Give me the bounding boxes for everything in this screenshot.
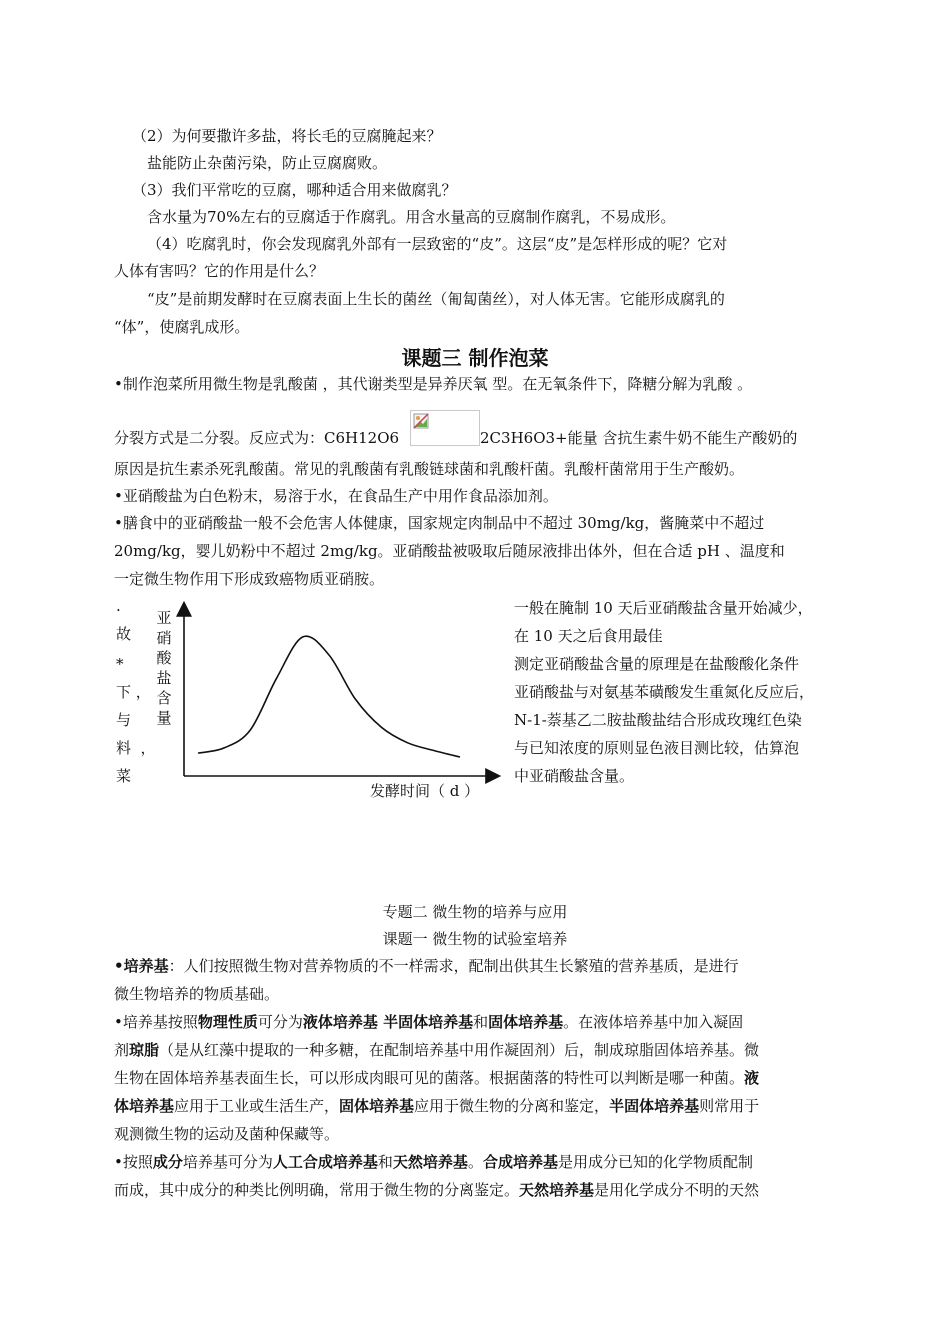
side-char: 故 [116,625,132,643]
physical-classification-line4 [114,1096,838,1116]
bold-term: 固体培养基 [488,1013,564,1031]
text: 和 [473,1013,489,1031]
pickle-para-5-line3: 一定微生物作用下形成致癌物质亚硝胺。 [114,570,385,588]
text: 应用于微生物的分离和鉴定， [414,1097,610,1115]
text: •按照 [114,1153,153,1171]
pickle-para-5-line1: •膳食中的亚硝酸盐一般不会危害人体健康，国家规定肉制品中不超过 30mg/kg，酱腌菜中不超过 [114,514,765,532]
composition-classification-line1 [114,1152,838,1172]
medium-def-line1: •培养基：人们按照微生物对营养物质的不一样需求，配制出供其生长繁殖的营养基质，是进行 [114,957,739,975]
figure-note-line: 中亚硝酸盐含量。 [514,767,635,785]
nitrite-curve [198,636,460,757]
bold-term: 半固体培养基 [609,1097,700,1115]
side-char: 下 ， [116,683,151,701]
figure-note-line: 在 10 天之后食用最佳 [514,627,663,645]
text: 而成，其中成分的种类比例明确，常用于微生物的分离鉴定。 [114,1181,520,1199]
lesson-title: 课题三 制作泡菜 [401,346,549,370]
bold-term: 人工合成培养基 [272,1153,378,1171]
text: 可分为 [257,1013,303,1031]
figure-note-line: 与已知浓度的原则显色液目测比较，估算泡 [514,739,800,757]
bold-term: 天然培养基 [519,1181,595,1199]
pickle-para-3: 原因是抗生素杀死乳酸菌。常见的乳酸菌有乳酸链球菌和乳酸杆菌。乳酸杆菌常用于生产酸奶。 [114,460,745,478]
text: （是从红藻中提取的一种多糖，在配制培养基中用作凝固剂）后，制成琼脂固体培养基。微 [159,1041,760,1059]
y-label-char: 酸 [156,649,172,667]
question-3: （3）我们平常吃的豆腐，哪种适合用来做腐乳？ [132,181,457,199]
y-label-char: 硝 [156,629,172,647]
side-char: 与 [116,711,132,729]
question-4-line2: 人体有害吗？它的作用是什么？ [114,262,325,280]
answer-2: 盐能防止杂菌污染，防止豆腐腐败。 [147,154,388,172]
physical-classification-line1 [114,1012,838,1032]
text: 应用于工业或生活生产， [174,1097,340,1115]
text: 是用化学成分不明的天然 [594,1181,760,1199]
physical-classification-line2 [114,1040,838,1060]
bold-term: 液 [744,1069,760,1087]
figure-note-line: 一般在腌制 10 天后亚硝酸盐含量开始减少， [514,599,813,617]
bold-term: 液体培养基 半固体培养基 [302,1013,474,1031]
answer-4-line2: “体”，使腐乳成形。 [114,318,250,336]
question-2: （2）为何要撒许多盐，将长毛的豆腐腌起来？ [132,127,442,145]
pickle-para-1: •制作泡菜所用微生物是乳酸菌 ，其代谢类型是异养厌氧 型。在无氧条件下，降糖分解为乳酸 。 [114,375,753,393]
topic-heading: 专题二 微生物的培养与应用 [382,903,568,921]
figure-note-line: 亚硝酸盐与对氨基苯磺酸发生重氮化反应后， [514,683,815,701]
y-label-char: 量 [156,709,172,727]
chart-x-label: 发酵时间（ d ） [370,782,480,800]
pickle-para-2a: 分裂方式是二分裂。反应式为：C6H12O6 [114,429,400,447]
medium-term: 培养基 [123,957,169,975]
text: 培养基可分为 [182,1153,273,1171]
bold-term: 固体培养基 [339,1097,415,1115]
bold-term: 物理性质 [197,1013,258,1031]
bold-term: 合成培养基 [482,1153,558,1171]
medium-def-line2: 微生物培养的物质基础。 [114,985,280,1003]
text: 生物在固体培养基表面生长，可以形成肉眼可见的菌落。根据菌落的特性可以判断是哪一种菌。 [114,1069,745,1087]
physical-classification-line5: 观测微生物的运动及菌种保藏等。 [114,1125,340,1143]
bold-term: 成分 [152,1153,183,1171]
question-4-line1: （4）吃腐乳时，你会发现腐乳外部有一层致密的“皮”。这层“皮”是怎样形成的呢？它对 [147,235,728,253]
text: 则常用于 [699,1097,760,1115]
pickle-para-4: •亚硝酸盐为白色粉末，易溶于水，在食品生产中用作食品添加剂。 [114,487,558,505]
side-char: 菜 [116,767,132,785]
y-label-char: 含 [156,689,172,707]
bold-term: 琼脂 [129,1041,160,1059]
side-char: 料 ， [116,739,156,757]
text: 。在液体培养基中加入凝固 [563,1013,744,1031]
text: 是用成分已知的化学物质配制 [557,1153,753,1171]
text: •培养基按照 [114,1013,198,1031]
nitrite-chart [170,596,510,786]
lesson-heading: 课题一 微生物的试验室培养 [382,930,568,948]
bold-term: 体培养基 [114,1097,175,1115]
medium-def-text: ：人们按照微生物对营养物质的不一样需求，配制出供其生长繁殖的营养基质，是进行 [168,957,739,975]
figure-note-line: 测定亚硝酸盐含量的原理是在盐酸酸化条件 [514,655,800,673]
y-label-char: 盐 [156,669,172,687]
text: 剂 [114,1041,130,1059]
figure-note-line: N-1-萘基乙二胺盐酸盐结合形成玫瑰红色染 [514,711,802,729]
physical-classification-line3 [114,1068,838,1088]
text: 和 [377,1153,393,1171]
pickle-para-5-line2: 20mg/kg，婴儿奶粉中不超过 2mg/kg。亚硝酸盐被吸取后随尿液排出体外，但在合适 pH 、温度和 [114,542,785,560]
answer-3: 含水量为70%左右的豆腐适于作腐乳。用含水量高的豆腐制作腐乳，不易成形。 [147,208,676,226]
composition-classification-line2 [114,1180,838,1200]
text: 。 [467,1153,483,1171]
side-char: . [116,597,121,615]
answer-4-line1: “皮”是前期发酵时在豆腐表面上生长的菌丝（匍匐菌丝），对人体无害。它能形成腐乳的 [147,290,725,308]
broken-image-icon [413,413,429,429]
y-label-char: 亚 [156,609,172,627]
bold-term: 天然培养基 [392,1153,468,1171]
side-char: * [116,655,124,673]
pickle-para-2b: 2C3H6O3+能量 含抗生素牛奶不能生产酸奶的 [480,429,798,447]
